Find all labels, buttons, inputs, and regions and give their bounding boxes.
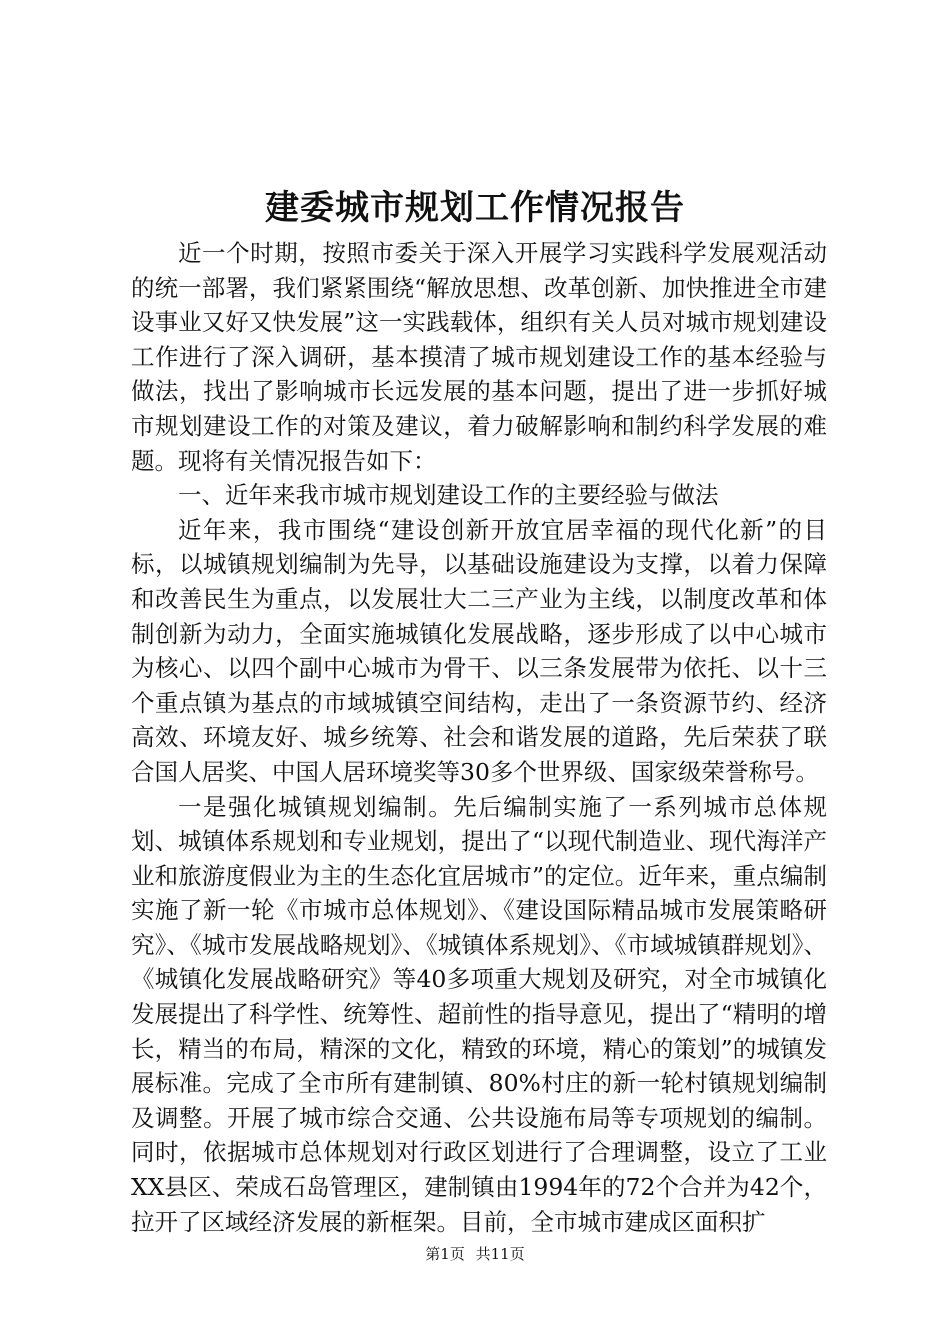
paragraph-intro: 近一个时期，按照市委关于深入开展学习实践科学发展观活动的统一部署，我们紧紧围绕“解放思想、改革创新、加快推进全市建设事业又好又快发展”这一实践载体，组织有关人员对城市规划建设工作进行了深入调研，基本摸清了城市规划建设工作的基本经验与做法，找出了影响城市长远发展的基本问题，提出了进一步抓好城市规划建设工作的对策及建议，着力破解影响和制约科学发展的难题。现将有关情况报告如下：: [131, 239, 827, 475]
section-heading: 一、近年来我市城市规划建设工作的主要经验与做法: [178, 481, 719, 510]
document-title: 建委城市规划工作情况报告: [265, 188, 685, 228]
paragraph-overview: 近年来，我市围绕“建设创新开放宜居幸福的现代化新”的目标，以城镇规划编制为先导，以基础设施建设为支撑，以着力保障和改善民生为重点，以发展壮大二三产业为主线，以制度改革和体制创新为动力，全面实施城镇化发展战略，逐步形成了以中心城市为核心、以四个副中心城市为骨干、以三条发展带为依托、以十三个重点镇为基点的市域城镇空间结构，走出了一条资源节约、经济高效、环境友好、城乡统筹、社会和谐发展的道路，先后荣获了联合国人居奖、中国人居环境奖等30多个世界级、国家级荣誉称号。: [131, 515, 827, 786]
page-total: 共11页: [475, 1245, 525, 1263]
document-body: [131, 236, 827, 1239]
page-number: 第1页: [425, 1245, 465, 1263]
page-footer: [0, 1242, 950, 1266]
paragraph-planning: 一是强化城镇规划编制。先后编制实施了一系列城市总体规划、城镇体系规划和专业规划，提出了“以现代制造业、现代海洋产业和旅游度假业为主的生态化宜居城市”的定位。近年来，重点编制实施了新一轮《市城市总体规划》、《建设国际精品城市发展策略研究》、《城市发展战略规划》、《城镇体系规划》、《市域城镇群规划》、《城镇化发展战略研究》等40多项重大规划及研究，对全市城镇化发展提出了科学性、统筹性、超前性的指导意见，提出了“精明的增长，精当的布局，精深的文化，精致的环境，精心的策划”的城镇发展标准。完成了全市所有建制镇、80%村庄的新一轮村镇规划编制及调整。开展了城市综合交通、公共设施布局等专项规划的编制。同时，依据城市总体规划对行政区划进行了合理调整，设立了工业XX县区、荣成石岛管理区，建制镇由1994年的72个合并为42个，拉开了区域经济发展的新框架。目前，全市城市建成区面积扩: [131, 792, 827, 1236]
